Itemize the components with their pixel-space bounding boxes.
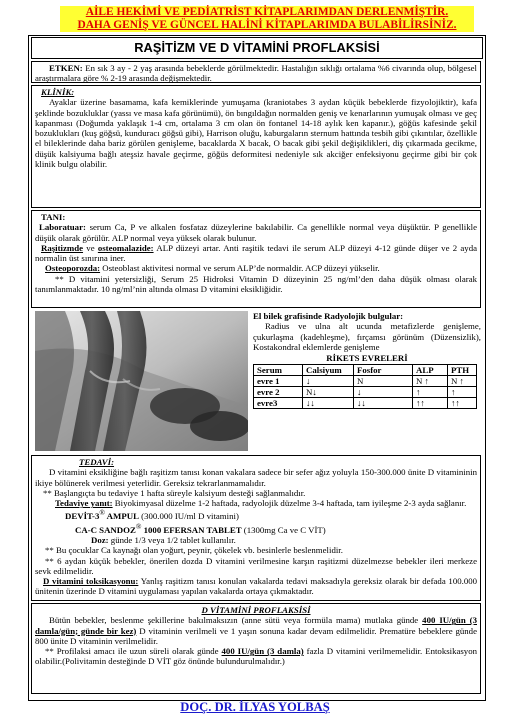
table-header-cell: Serum: [254, 365, 303, 376]
proflaksi-p2c: fazla D vitamini verilmemelidir. Entoksikasyon olabilir.(Polivitamin desteğinde D VİT göz önünde bulundurulmalıdır.): [35, 646, 478, 667]
table-cell: ↑↑: [413, 398, 448, 409]
proflaksi-section: [31, 603, 481, 694]
table-cell: ↓↓: [354, 398, 413, 409]
devit-ampul: AMPUL: [104, 511, 139, 522]
table-row: [254, 376, 477, 387]
rasitizm-mid: ve: [83, 242, 98, 253]
osteoporoz-text: Osteoblast aktivitesi normal ve serum ALP’de normaldir. ACP düzeyi yükselir.: [100, 263, 380, 274]
tedavi-yanit-text: Biyokimyasal düzelme 1-2 haftada, radyolojik düzelme 3-4 haftada, tam iyileşme 2-3 ayda sağlanır.: [112, 498, 467, 509]
banner-line-2: DAHA GENİŞ VE GÜNCEL HALİNİ KİTAPLARIMDA BULABİLİRSİNİZ.: [77, 19, 457, 31]
wrist-xray-image: [35, 311, 248, 451]
etken-section: [31, 61, 481, 83]
table-cell: evre3: [254, 398, 303, 409]
tedavi-yanit-label: Tedaviye yanıt:: [55, 498, 113, 509]
devit-rest: (300.000 IU/ml D vitamini): [138, 511, 239, 522]
author-name: DOÇ. DR. İLYAS YOLBAŞ: [180, 700, 330, 714]
cac-efersan: 1000 EFERSAN TABLET: [141, 524, 242, 535]
doz-label: Doz:: [91, 534, 109, 545]
doz-text: günde 1/3 veya 1/2 tablet kullanılır.: [108, 534, 236, 545]
klinik-section: [31, 85, 481, 208]
table-cell: ↓↓: [303, 398, 354, 409]
table-header-cell: PTH: [448, 365, 477, 376]
tedavi-p5: ** 6 aydan küçük bebekler, önerilen dozda D vitamini verilmesine karşın raşitizmi düzelmezse bebekler ileri merkeze sevk edilmelidir.: [35, 555, 477, 576]
rikets-table-title: RİKETS EVRELERİ: [326, 353, 408, 364]
table-cell: N↓: [303, 387, 354, 398]
klinik-text: Ayaklar üzerine basamama, kafa kemiklerinde yumuşama (kraniotabes 3 aydan küçük bebeklerde fizyolojiktir), kafa şeklinde bozukluklar (yassı ve masa kafa görünümü), ön bıngıldağın normalden geniş ve kenarlarının yumuşak olması ve geç kapanması (Doğumda yaklaşık 1-4 cm, ortalama 3 cm olan ön fontanel 14-18 aylık ken kapanır.), göğüs kafesinde şekil bozuklukları (kuş göğsü, kunduracı göğsü gibi), Harrison oluğu, kaburgaların sternum hattında tesbih gibi çıkıntılar, özellikle el bileklerinde daha bariz görülen genişleme, bacaklarda X bacak, O bacak gibi şekil değişiklikleri, diş çıkarmada gecikme, düşük kalsiyuma bağlı ateşsiz havale geçirme, göğüs deformitesi nedeniyle sık akciğer enfeksiyonu geçirme gibi bir çok klinik bulgu olabilir.: [35, 97, 477, 170]
devit-name: DEVİT-3: [65, 511, 100, 522]
toksikasyon-label: D vitamini toksikasyonu:: [43, 576, 139, 587]
table-header-row: [254, 365, 477, 376]
table-cell: N: [354, 376, 413, 387]
rasitizm-label: Raşitizmde: [41, 242, 84, 253]
lab-label: Laboratuar:: [39, 222, 86, 233]
page-title: RAŞİTİZM VE D VİTAMİNİ PROFLAKSİSİ: [31, 37, 483, 59]
cac-rest: (1300mg Ca ve C VİT): [241, 524, 326, 535]
tani-section: [31, 210, 481, 308]
reg-mark: ®: [135, 521, 142, 531]
tedavi-label: TEDAVİ:: [79, 457, 115, 467]
table-cell: N ↑: [413, 376, 448, 387]
proflaksi-p2a: ** Profilaksi amacı ile uzun süreli olarak günde: [45, 646, 222, 657]
toksikasyon-text: Yanlış raşitizm tanısı konulan vakalarda tedavi maksadıyla gereksiz olarak bir defada 100.000 ünitenin üzerinde D vitamini uygulaması yapılan vakalarda ortaya çıkmaktadır.: [35, 576, 478, 597]
proflaksi-p1c: D vitaminin verilmeli ve 1 yaşın sonuna kadar devam edilmelidir. Prematüre bebeklere günde 800 ünite D vitaminin verilmelidir.: [35, 625, 477, 646]
etken-text: En sık 3 ay - 2 yaş arasında bebeklerde görülmektedir. Hastalığın sıklığı ortalama %6 civarında olup, bölgesel araştırmalara göre % 2-19 arasında değişmektedir.: [35, 63, 477, 84]
rikets-stages-table: [253, 364, 477, 409]
tedavi-section: [31, 455, 481, 601]
vitamin-d-deficiency-text: ** D vitamini yetersizliği, Serum 25 Hidroksi Vitamin D düzeyinin 25 ng/ml’den daha düşük olması olarak tanımlanmaktadır. 10 ng/ml’nin altında olması D vitamini eksikliğidir.: [35, 273, 477, 295]
table-cell: evre 1: [254, 376, 303, 387]
etken-label: ETKEN:: [49, 63, 83, 73]
table-header-cell: Fosfor: [354, 365, 413, 376]
lab-text: serum Ca, P ve alkalen fosfataz düzeylerine bakılabilir. Ca genellikle normal veya düşüktür. P genellikle düşük olarak görülür. ALP normal veya yüksek olarak bulunur.: [35, 222, 477, 243]
table-cell: evre 2: [254, 387, 303, 398]
table-row: [254, 387, 477, 398]
tedavi-p4: ** Bu çocuklar Ca kaynağı olan yoğurt, peynir, çökelek vb. besinlerle beslenmelidir.: [45, 545, 343, 556]
header-banner: [60, 6, 474, 32]
table-row: [254, 398, 477, 409]
proflaksi-p1a: Bütün bebekler, beslenme şekillerine bakılmaksızın (anne sütü veya formüla mama) mutlaka günde: [49, 615, 423, 626]
klinik-label: KLİNİK:: [41, 87, 75, 97]
radiology-text: Radius ve ulna alt ucunda metafizlerde genişleme, çukurlaşma (kadehleşme), fırçamsı görünüm (Düzensizlik), Kostakondral eklemlerde genişleme: [253, 321, 481, 352]
tedavi-p2: ** Başlangıçta bu tedaviye 1 hafta süreyle kalsiyum desteği sağlanmalıdır.: [43, 487, 306, 498]
proflaksi-dose-1: 400 IU/gün (3 damla/gün; günde bir kez): [35, 615, 477, 636]
tedavi-p1: D vitamini eksikliğine bağlı raşitizm tanısı konan vakalara sadece bir sefer ağız yoluyla 150-300.000 ünite D vitamininin ikiye bölünerek verilmesi yeterlidir. Gereksiz tekrarlanmamalıdır.: [35, 467, 477, 488]
proflaksi-label: D VİTAMİNİ PROFLAKSİSİ: [201, 605, 311, 615]
table-cell: ↑↑: [448, 398, 477, 409]
table-cell: ↓: [303, 376, 354, 387]
table-header-cell: Calsiyum: [303, 365, 354, 376]
table-header-cell: ALP: [413, 365, 448, 376]
radiology-heading: El bilek grafisinde Radyolojik bulgular:: [253, 311, 404, 321]
table-cell: ↓: [354, 387, 413, 398]
tani-label: TANI:: [41, 212, 66, 222]
table-cell: N ↑: [448, 376, 477, 387]
osteoporoz-label: Osteoporozda:: [45, 263, 101, 274]
banner-line-1: AİLE HEKİMİ VE PEDİATRİST KİTAPLARIMDAN DERLENMİŞTİR.: [85, 6, 449, 18]
table-cell: ↑: [413, 387, 448, 398]
proflaksi-dose-2: 400 IU/gün (3 damla): [221, 646, 304, 657]
osteomalazi-label: osteomalazide:: [97, 242, 154, 253]
radiology-findings: [253, 311, 481, 409]
reg-mark: ®: [99, 508, 105, 518]
rasitizm-text: ALP düzeyi artar. Anti raşitik tedavi ile serum ALP düzeyi 4-12 günde düşer ve 2 ayda normalin üst sınırına iner.: [35, 242, 477, 264]
cac-name: CA-C SANDOZ: [75, 524, 136, 535]
table-cell: ↑: [448, 387, 477, 398]
